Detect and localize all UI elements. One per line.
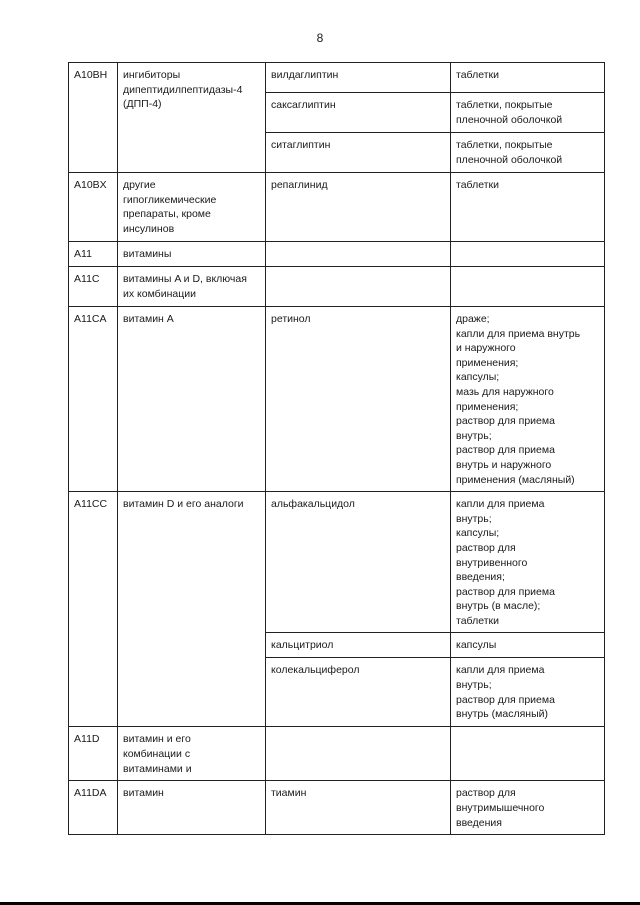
dosage-form-cell: капсулы (451, 633, 605, 658)
drug-name-cell (266, 267, 451, 307)
dosage-form-cell: драже; капли для приема внутрь и наружного применения; капсулы; мазь для наружного применения; раствор для приема внутрь; раствор для приема внутрь и наружного применения (масляный) (451, 307, 605, 492)
dosage-form-cell: капли для приема внутрь; капсулы; раствор для внутривенного введения; раствор для приема внутрь (в масле); таблетки (451, 492, 605, 633)
atc-code-cell: A11CC (69, 492, 118, 727)
drug-name-cell: кальцитриол (266, 633, 451, 658)
drug-name-cell (266, 242, 451, 267)
atc-code-cell: A11D (69, 727, 118, 781)
atc-code-cell: A11CA (69, 307, 118, 492)
atc-code-cell: A11C (69, 267, 118, 307)
dosage-form-cell: таблетки, покрытые пленочной оболочкой (451, 93, 605, 133)
group-name-cell: витамин (118, 781, 266, 835)
group-name-cell: ингибиторы дипептидилпептидазы-4 (ДПП-4) (118, 63, 266, 173)
group-name-cell: другие гипогликемические препараты, кроме инсулинов (118, 173, 266, 242)
page-number: 8 (316, 31, 324, 45)
table-row (69, 492, 605, 633)
group-name-cell: витамины A и D, включая их комбинации (118, 267, 266, 307)
dosage-form-cell (451, 242, 605, 267)
dosage-form-cell: раствор для внутримышечного введения (451, 781, 605, 835)
drug-name-cell: ситаглиптин (266, 133, 451, 173)
drug-name-cell: тиамин (266, 781, 451, 835)
atc-code-cell: A10BX (69, 173, 118, 242)
dosage-form-cell (451, 727, 605, 781)
dosage-form-cell: таблетки (451, 63, 605, 93)
table-row (69, 781, 605, 835)
atc-code-cell: A10BH (69, 63, 118, 173)
dosage-form-cell: капли для приема внутрь; раствор для приема внутрь (масляный) (451, 658, 605, 727)
group-name-cell: витамин A (118, 307, 266, 492)
drug-name-cell: колекальциферол (266, 658, 451, 727)
table-row (69, 63, 605, 93)
drug-name-cell (266, 727, 451, 781)
drug-name-cell: репаглинид (266, 173, 451, 242)
group-name-cell: витамин D и его аналоги (118, 492, 266, 727)
dosage-form-cell: таблетки (451, 173, 605, 242)
drug-classification-table (68, 62, 605, 835)
drug-name-cell: ретинол (266, 307, 451, 492)
dosage-form-cell: таблетки, покрытые пленочной оболочкой (451, 133, 605, 173)
table-row (69, 307, 605, 492)
group-name-cell: витамин и его комбинации с витаминами и (118, 727, 266, 781)
table-row (69, 173, 605, 242)
atc-code-cell: A11DA (69, 781, 118, 835)
drug-name-cell: саксаглиптин (266, 93, 451, 133)
group-name-cell: витамины (118, 242, 266, 267)
table-row (69, 727, 605, 781)
drug-name-cell: вилдаглиптин (266, 63, 451, 93)
drug-name-cell: альфакальцидол (266, 492, 451, 633)
atc-code-cell: A11 (69, 242, 118, 267)
table-row (69, 242, 605, 267)
dosage-form-cell (451, 267, 605, 307)
table-row (69, 267, 605, 307)
